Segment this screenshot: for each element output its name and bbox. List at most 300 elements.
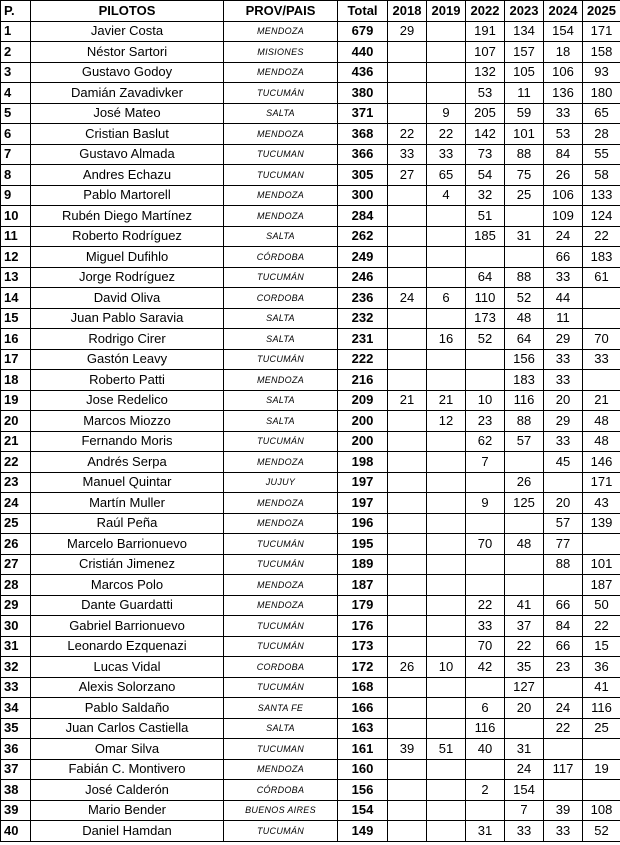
cell-2019: 12 xyxy=(427,411,466,432)
cell-2024: 66 xyxy=(544,595,583,616)
cell-pilot-name: José Calderón xyxy=(31,780,224,801)
cell-pilot-name: Leonardo Ezquenazi xyxy=(31,636,224,657)
cell-2025 xyxy=(583,288,620,309)
table-row xyxy=(1,124,620,145)
cell-total: 371 xyxy=(338,103,388,124)
cell-2018 xyxy=(388,83,427,104)
cell-2018 xyxy=(388,103,427,124)
cell-total: 232 xyxy=(338,308,388,329)
cell-2022: 23 xyxy=(466,411,505,432)
header-2025: 2025 xyxy=(583,1,620,22)
table-row xyxy=(1,780,620,801)
cell-2018: 21 xyxy=(388,390,427,411)
table-row xyxy=(1,21,620,42)
cell-total: 284 xyxy=(338,206,388,227)
cell-total: 196 xyxy=(338,513,388,534)
cell-2018: 33 xyxy=(388,144,427,165)
cell-2018 xyxy=(388,698,427,719)
cell-province: CORDOBA xyxy=(224,657,338,678)
cell-2024: 20 xyxy=(544,390,583,411)
cell-2023: 24 xyxy=(505,759,544,780)
cell-pilot-name: Martín Muller xyxy=(31,493,224,514)
table-row xyxy=(1,472,620,493)
cell-2019 xyxy=(427,575,466,596)
cell-total: 200 xyxy=(338,411,388,432)
cell-2019: 22 xyxy=(427,124,466,145)
cell-pilot-name: Juan Carlos Castiella xyxy=(31,718,224,739)
cell-total: 368 xyxy=(338,124,388,145)
cell-pilot-name: Marcelo Barrionuevo xyxy=(31,534,224,555)
cell-pilot-name: José Mateo xyxy=(31,103,224,124)
cell-2025: 183 xyxy=(583,247,620,268)
cell-2022 xyxy=(466,575,505,596)
cell-position: 5 xyxy=(1,103,31,124)
cell-pilot-name: Jose Redelico xyxy=(31,390,224,411)
cell-2018: 24 xyxy=(388,288,427,309)
cell-2018 xyxy=(388,677,427,698)
cell-2022: 191 xyxy=(466,21,505,42)
cell-2018: 26 xyxy=(388,657,427,678)
cell-2018 xyxy=(388,718,427,739)
cell-2024: 45 xyxy=(544,452,583,473)
header-position: P. xyxy=(1,1,31,22)
header-pilots: PILOTOS xyxy=(31,1,224,22)
cell-position: 21 xyxy=(1,431,31,452)
cell-2023: 127 xyxy=(505,677,544,698)
cell-2018 xyxy=(388,759,427,780)
cell-2023: 88 xyxy=(505,267,544,288)
cell-2019 xyxy=(427,452,466,473)
cell-2024: 33 xyxy=(544,370,583,391)
cell-pilot-name: Raúl Peña xyxy=(31,513,224,534)
cell-2019 xyxy=(427,595,466,616)
cell-2019 xyxy=(427,206,466,227)
cell-2019 xyxy=(427,513,466,534)
cell-2022: 9 xyxy=(466,493,505,514)
cell-total: 154 xyxy=(338,800,388,821)
table-row xyxy=(1,144,620,165)
cell-total: 166 xyxy=(338,698,388,719)
cell-2023: 33 xyxy=(505,821,544,842)
cell-2018 xyxy=(388,554,427,575)
cell-2022 xyxy=(466,677,505,698)
cell-2022: 22 xyxy=(466,595,505,616)
cell-total: 187 xyxy=(338,575,388,596)
cell-2024 xyxy=(544,739,583,760)
cell-2022: 2 xyxy=(466,780,505,801)
cell-position: 17 xyxy=(1,349,31,370)
cell-2025: 139 xyxy=(583,513,620,534)
cell-position: 36 xyxy=(1,739,31,760)
cell-pilot-name: Marcos Miozzo xyxy=(31,411,224,432)
cell-province: BUENOS AIRES xyxy=(224,800,338,821)
cell-2023 xyxy=(505,452,544,473)
cell-2018 xyxy=(388,206,427,227)
cell-2023: 26 xyxy=(505,472,544,493)
table-row xyxy=(1,390,620,411)
cell-2023 xyxy=(505,554,544,575)
table-row xyxy=(1,206,620,227)
cell-total: 436 xyxy=(338,62,388,83)
cell-2022: 31 xyxy=(466,821,505,842)
cell-2022: 32 xyxy=(466,185,505,206)
cell-2018 xyxy=(388,636,427,657)
header-province: PROV/PAIS xyxy=(224,1,338,22)
cell-pilot-name: Pablo Martorell xyxy=(31,185,224,206)
cell-2025: 22 xyxy=(583,226,620,247)
cell-2023: 20 xyxy=(505,698,544,719)
cell-2018: 22 xyxy=(388,124,427,145)
cell-2018: 39 xyxy=(388,739,427,760)
header-2022: 2022 xyxy=(466,1,505,22)
cell-province: TUCUMÁN xyxy=(224,431,338,452)
header-2018: 2018 xyxy=(388,1,427,22)
table-row xyxy=(1,493,620,514)
cell-2018 xyxy=(388,62,427,83)
cell-province: TUCUMAN xyxy=(224,739,338,760)
cell-2019 xyxy=(427,493,466,514)
cell-total: 197 xyxy=(338,472,388,493)
cell-total: 200 xyxy=(338,431,388,452)
cell-2018 xyxy=(388,472,427,493)
cell-pilot-name: Miguel Dufihlo xyxy=(31,247,224,268)
cell-pilot-name: David Oliva xyxy=(31,288,224,309)
cell-total: 195 xyxy=(338,534,388,555)
cell-2019 xyxy=(427,616,466,637)
table-row xyxy=(1,636,620,657)
cell-2022: 42 xyxy=(466,657,505,678)
cell-2022 xyxy=(466,349,505,370)
cell-2022: 10 xyxy=(466,390,505,411)
cell-2025 xyxy=(583,739,620,760)
cell-2025: 25 xyxy=(583,718,620,739)
cell-position: 39 xyxy=(1,800,31,821)
cell-2022: 185 xyxy=(466,226,505,247)
cell-2022: 107 xyxy=(466,42,505,63)
cell-2018 xyxy=(388,780,427,801)
cell-pilot-name: Cristian Baslut xyxy=(31,124,224,145)
table-row xyxy=(1,329,620,350)
cell-position: 35 xyxy=(1,718,31,739)
cell-2025: 19 xyxy=(583,759,620,780)
cell-2018: 27 xyxy=(388,165,427,186)
cell-2019 xyxy=(427,554,466,575)
cell-province: MISIONES xyxy=(224,42,338,63)
cell-province: MENDOZA xyxy=(224,513,338,534)
cell-2023: 101 xyxy=(505,124,544,145)
cell-2022: 62 xyxy=(466,431,505,452)
cell-2022: 73 xyxy=(466,144,505,165)
header-2019: 2019 xyxy=(427,1,466,22)
cell-pilot-name: Gustavo Almada xyxy=(31,144,224,165)
cell-2023: 88 xyxy=(505,411,544,432)
cell-province: TUCUMÁN xyxy=(224,554,338,575)
cell-pilot-name: Lucas Vidal xyxy=(31,657,224,678)
cell-province: SANTA FE xyxy=(224,698,338,719)
cell-2023: 41 xyxy=(505,595,544,616)
cell-2022: 110 xyxy=(466,288,505,309)
table-row xyxy=(1,759,620,780)
cell-total: 161 xyxy=(338,739,388,760)
cell-2019 xyxy=(427,83,466,104)
cell-pilot-name: Damián Zavadivker xyxy=(31,83,224,104)
cell-2023: 59 xyxy=(505,103,544,124)
cell-2023: 105 xyxy=(505,62,544,83)
cell-2025 xyxy=(583,308,620,329)
header-2023: 2023 xyxy=(505,1,544,22)
cell-2025 xyxy=(583,370,620,391)
cell-2024: 23 xyxy=(544,657,583,678)
cell-2024: 66 xyxy=(544,636,583,657)
cell-2022: 7 xyxy=(466,452,505,473)
cell-2023: 37 xyxy=(505,616,544,637)
cell-2024: 57 xyxy=(544,513,583,534)
table-row xyxy=(1,821,620,842)
cell-total: 380 xyxy=(338,83,388,104)
cell-2023: 57 xyxy=(505,431,544,452)
table-row xyxy=(1,452,620,473)
cell-2019 xyxy=(427,718,466,739)
cell-position: 25 xyxy=(1,513,31,534)
cell-position: 11 xyxy=(1,226,31,247)
cell-2023: 48 xyxy=(505,534,544,555)
cell-2022: 70 xyxy=(466,636,505,657)
cell-2019: 9 xyxy=(427,103,466,124)
cell-2019 xyxy=(427,42,466,63)
cell-2024: 88 xyxy=(544,554,583,575)
cell-pilot-name: Gustavo Godoy xyxy=(31,62,224,83)
cell-2024 xyxy=(544,677,583,698)
table-body xyxy=(1,21,620,841)
table-row xyxy=(1,534,620,555)
header-row xyxy=(1,1,620,22)
table-row xyxy=(1,657,620,678)
cell-2023: 156 xyxy=(505,349,544,370)
cell-2019 xyxy=(427,636,466,657)
cell-pilot-name: Fernando Moris xyxy=(31,431,224,452)
cell-2022: 52 xyxy=(466,329,505,350)
cell-2023: 64 xyxy=(505,329,544,350)
cell-position: 29 xyxy=(1,595,31,616)
header-total: Total xyxy=(338,1,388,22)
cell-position: 9 xyxy=(1,185,31,206)
cell-2019 xyxy=(427,800,466,821)
cell-province: MENDOZA xyxy=(224,493,338,514)
cell-2025: 180 xyxy=(583,83,620,104)
cell-position: 3 xyxy=(1,62,31,83)
cell-total: 440 xyxy=(338,42,388,63)
cell-2024: 84 xyxy=(544,144,583,165)
cell-position: 12 xyxy=(1,247,31,268)
cell-2022 xyxy=(466,554,505,575)
cell-pilot-name: Gastón Leavy xyxy=(31,349,224,370)
cell-2024: 24 xyxy=(544,698,583,719)
cell-2022: 51 xyxy=(466,206,505,227)
table-row xyxy=(1,370,620,391)
cell-province: MENDOZA xyxy=(224,206,338,227)
cell-2018: 29 xyxy=(388,21,427,42)
cell-2022: 173 xyxy=(466,308,505,329)
cell-2018 xyxy=(388,267,427,288)
cell-province: MENDOZA xyxy=(224,595,338,616)
cell-2018 xyxy=(388,616,427,637)
cell-position: 2 xyxy=(1,42,31,63)
table-row xyxy=(1,431,620,452)
table-row xyxy=(1,677,620,698)
cell-2024 xyxy=(544,780,583,801)
table-row xyxy=(1,267,620,288)
cell-2025: 41 xyxy=(583,677,620,698)
cell-2019 xyxy=(427,780,466,801)
cell-2019 xyxy=(427,308,466,329)
cell-position: 37 xyxy=(1,759,31,780)
cell-total: 249 xyxy=(338,247,388,268)
cell-2024: 106 xyxy=(544,62,583,83)
cell-2019 xyxy=(427,698,466,719)
cell-total: 198 xyxy=(338,452,388,473)
cell-position: 8 xyxy=(1,165,31,186)
cell-2023 xyxy=(505,247,544,268)
cell-2023: 154 xyxy=(505,780,544,801)
cell-pilot-name: Jorge Rodríguez xyxy=(31,267,224,288)
cell-province: TUCUMÁN xyxy=(224,616,338,637)
table-row xyxy=(1,513,620,534)
cell-total: 176 xyxy=(338,616,388,637)
cell-2024: 77 xyxy=(544,534,583,555)
cell-2023: 31 xyxy=(505,226,544,247)
cell-2022: 142 xyxy=(466,124,505,145)
cell-province: SALTA xyxy=(224,329,338,350)
cell-position: 26 xyxy=(1,534,31,555)
cell-total: 173 xyxy=(338,636,388,657)
cell-province: CÓRDOBA xyxy=(224,247,338,268)
cell-2018 xyxy=(388,185,427,206)
cell-2018 xyxy=(388,534,427,555)
cell-province: SALTA xyxy=(224,390,338,411)
cell-pilot-name: Pablo Saldaño xyxy=(31,698,224,719)
table-row xyxy=(1,575,620,596)
cell-total: 197 xyxy=(338,493,388,514)
cell-2018 xyxy=(388,431,427,452)
cell-2018 xyxy=(388,800,427,821)
cell-2025: 48 xyxy=(583,431,620,452)
cell-total: 246 xyxy=(338,267,388,288)
cell-position: 40 xyxy=(1,821,31,842)
cell-2025: 43 xyxy=(583,493,620,514)
cell-2025: 58 xyxy=(583,165,620,186)
cell-2024: 39 xyxy=(544,800,583,821)
cell-position: 16 xyxy=(1,329,31,350)
table-row xyxy=(1,226,620,247)
cell-2023: 48 xyxy=(505,308,544,329)
cell-province: MENDOZA xyxy=(224,452,338,473)
cell-pilot-name: Dante Guardatti xyxy=(31,595,224,616)
cell-2025: 36 xyxy=(583,657,620,678)
cell-2023 xyxy=(505,513,544,534)
cell-2018 xyxy=(388,308,427,329)
cell-2019 xyxy=(427,431,466,452)
cell-2022: 132 xyxy=(466,62,505,83)
cell-2025: 28 xyxy=(583,124,620,145)
cell-2023: 157 xyxy=(505,42,544,63)
cell-2024: 29 xyxy=(544,411,583,432)
cell-total: 679 xyxy=(338,21,388,42)
cell-2024: 66 xyxy=(544,247,583,268)
cell-2024: 154 xyxy=(544,21,583,42)
cell-total: 172 xyxy=(338,657,388,678)
cell-total: 222 xyxy=(338,349,388,370)
cell-province: TUCUMÁN xyxy=(224,636,338,657)
cell-2023: 88 xyxy=(505,144,544,165)
cell-position: 28 xyxy=(1,575,31,596)
cell-2024: 109 xyxy=(544,206,583,227)
cell-2018 xyxy=(388,821,427,842)
cell-2022: 64 xyxy=(466,267,505,288)
cell-pilot-name: Gabriel Barrionuevo xyxy=(31,616,224,637)
header-2024: 2024 xyxy=(544,1,583,22)
cell-position: 33 xyxy=(1,677,31,698)
cell-2025: 48 xyxy=(583,411,620,432)
cell-2019: 51 xyxy=(427,739,466,760)
cell-province: MENDOZA xyxy=(224,124,338,145)
cell-total: 163 xyxy=(338,718,388,739)
cell-2024: 117 xyxy=(544,759,583,780)
cell-2022 xyxy=(466,759,505,780)
table-row xyxy=(1,247,620,268)
table-row xyxy=(1,411,620,432)
table-row xyxy=(1,165,620,186)
cell-2025: 61 xyxy=(583,267,620,288)
cell-2018 xyxy=(388,411,427,432)
cell-position: 31 xyxy=(1,636,31,657)
cell-province: JUJUY xyxy=(224,472,338,493)
cell-2019 xyxy=(427,267,466,288)
cell-2019 xyxy=(427,677,466,698)
cell-position: 27 xyxy=(1,554,31,575)
cell-2023: 11 xyxy=(505,83,544,104)
cell-total: 179 xyxy=(338,595,388,616)
cell-position: 14 xyxy=(1,288,31,309)
cell-pilot-name: Rubén Diego Martínez xyxy=(31,206,224,227)
cell-2025: 15 xyxy=(583,636,620,657)
cell-province: SALTA xyxy=(224,411,338,432)
cell-province: CORDOBA xyxy=(224,288,338,309)
cell-province: TUCUMÁN xyxy=(224,83,338,104)
cell-2019: 65 xyxy=(427,165,466,186)
cell-2018 xyxy=(388,595,427,616)
table-row xyxy=(1,800,620,821)
cell-pilot-name: Roberto Rodríguez xyxy=(31,226,224,247)
cell-total: 236 xyxy=(338,288,388,309)
cell-total: 366 xyxy=(338,144,388,165)
cell-pilot-name: Fabián C. Montivero xyxy=(31,759,224,780)
cell-position: 18 xyxy=(1,370,31,391)
cell-province: SALTA xyxy=(224,308,338,329)
cell-pilot-name: Andrés Serpa xyxy=(31,452,224,473)
cell-2024: 24 xyxy=(544,226,583,247)
cell-total: 156 xyxy=(338,780,388,801)
cell-2019 xyxy=(427,534,466,555)
cell-2019: 6 xyxy=(427,288,466,309)
cell-2025: 21 xyxy=(583,390,620,411)
cell-pilot-name: Manuel Quintar xyxy=(31,472,224,493)
cell-province: TUCUMAN xyxy=(224,144,338,165)
cell-2024: 33 xyxy=(544,349,583,370)
cell-province: MENDOZA xyxy=(224,370,338,391)
cell-2024: 18 xyxy=(544,42,583,63)
cell-province: CÓRDOBA xyxy=(224,780,338,801)
cell-2025: 22 xyxy=(583,616,620,637)
